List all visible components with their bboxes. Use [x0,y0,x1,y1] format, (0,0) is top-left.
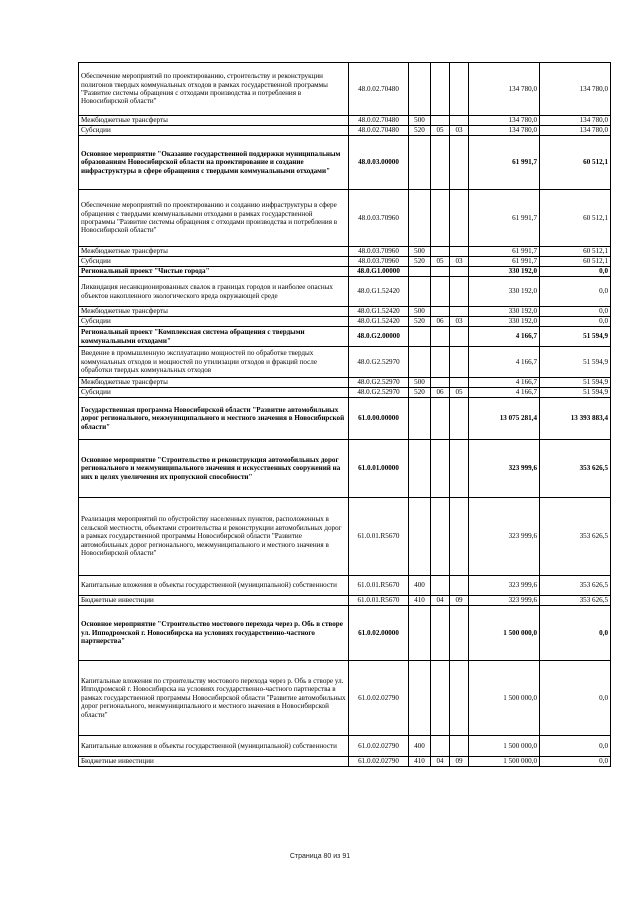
table-row [79,190,611,247]
subsection-cell [450,63,469,116]
row-name-cell: Межбюджетные трансферты [79,378,349,388]
amount-year1-cell: 1 500 000,0 [469,606,540,661]
target-code-cell: 61.0.01.00000 [349,440,409,498]
section-cell [431,440,450,498]
amount-year2-cell: 0,0 [540,317,611,327]
section-cell [431,498,450,576]
table-row [79,327,611,347]
amount-year1-cell: 323 999,6 [469,498,540,576]
row-name-cell: Введение в промышленную эксплуатацию мощностей по обработке твердых коммунальных отходов и мощностей по утилизации отходов и фракций после обработки твердых коммунальных отходов [79,347,349,378]
amount-year1-cell: 134 780,0 [469,63,540,116]
amount-year2-cell: 353 626,5 [540,576,611,596]
subsection-cell [450,247,469,257]
expense-type-cell: 410 [409,757,431,767]
section-cell [431,398,450,440]
amount-year2-cell: 60 512,1 [540,136,611,190]
row-name-cell: Бюджетные инвестиции [79,757,349,767]
amount-year1-cell: 134 780,0 [469,116,540,126]
expense-type-cell: 400 [409,736,431,757]
expense-type-cell [409,327,431,347]
amount-year1-cell: 4 166,7 [469,388,540,398]
section-cell [431,63,450,116]
table-row [79,136,611,190]
subsection-cell [450,661,469,736]
section-cell [431,247,450,257]
section-cell [431,116,450,126]
section-cell [431,576,450,596]
table-row [79,440,611,498]
section-cell: 04 [431,757,450,767]
table-row [79,257,611,267]
target-code-cell: 61.0.02.00000 [349,606,409,661]
row-name-cell: Капитальные вложения в объекты государственной (муниципальной) собственности [79,576,349,596]
target-code-cell: 48.0.G2.52970 [349,347,409,378]
target-code-cell: 61.0.02.02790 [349,757,409,767]
section-cell [431,307,450,317]
amount-year1-cell: 330 192,0 [469,277,540,307]
row-name-cell: Межбюджетные трансферты [79,307,349,317]
subsection-cell [450,267,469,277]
subsection-cell: 03 [450,257,469,267]
budget-table [78,62,611,767]
amount-year2-cell: 60 512,1 [540,190,611,247]
table-row [79,498,611,576]
amount-year1-cell: 13 075 281,4 [469,398,540,440]
target-code-cell: 48.0.G2.52970 [349,388,409,398]
section-cell [431,661,450,736]
table-row [79,596,611,606]
target-code-cell: 48.0.03.70960 [349,247,409,257]
row-name-cell: Региональный проект "Комплексная система обращения с твердыми коммунальными отходами" [79,327,349,347]
expense-type-cell [409,498,431,576]
table-row [79,63,611,116]
expense-type-cell: 500 [409,378,431,388]
expense-type-cell: 400 [409,576,431,596]
subsection-cell [450,606,469,661]
expense-type-cell: 520 [409,126,431,136]
amount-year1-cell: 323 999,6 [469,596,540,606]
amount-year1-cell: 323 999,6 [469,576,540,596]
expense-type-cell: 520 [409,317,431,327]
expense-type-cell: 520 [409,388,431,398]
table-row [79,378,611,388]
target-code-cell: 48.0.03.00000 [349,136,409,190]
subsection-cell [450,398,469,440]
target-code-cell: 48.0.02.70480 [349,126,409,136]
row-name-cell: Субсидии [79,126,349,136]
amount-year2-cell: 134 780,0 [540,126,611,136]
amount-year2-cell: 60 512,1 [540,257,611,267]
amount-year2-cell: 353 626,5 [540,440,611,498]
target-code-cell: 48.0.G2.00000 [349,327,409,347]
amount-year1-cell: 1 500 000,0 [469,736,540,757]
target-code-cell: 48.0.G1.00000 [349,267,409,277]
amount-year1-cell: 61 991,7 [469,257,540,267]
amount-year2-cell: 0,0 [540,277,611,307]
table-row [79,247,611,257]
section-cell [431,277,450,307]
target-code-cell: 48.0.G1.52420 [349,307,409,317]
expense-type-cell [409,63,431,116]
target-code-cell: 48.0.02.70480 [349,63,409,116]
row-name-cell: Межбюджетные трансферты [79,247,349,257]
amount-year2-cell: 51 594,9 [540,378,611,388]
amount-year2-cell: 51 594,9 [540,327,611,347]
table-row [79,606,611,661]
row-name-cell: Государственная программа Новосибирской области "Развитие автомобильных дорог регионального, межмуниципального и местного значения в Новосибирской области" [79,398,349,440]
table-row [79,116,611,126]
target-code-cell: 48.0.03.70960 [349,257,409,267]
target-code-cell: 61.0.02.02790 [349,736,409,757]
row-name-cell: Обеспечение мероприятий по проектированию и созданию инфраструктуры в сфере обращения с твердыми коммунальными отходами в рамках государственной программы "Развитие системы обращения с отходами производства и потребления в Новосибирской области" [79,190,349,247]
expense-type-cell [409,190,431,247]
subsection-cell [450,347,469,378]
target-code-cell: 48.0.G1.52420 [349,277,409,307]
amount-year2-cell: 0,0 [540,661,611,736]
subsection-cell [450,116,469,126]
amount-year1-cell: 330 192,0 [469,307,540,317]
amount-year1-cell: 1 500 000,0 [469,661,540,736]
row-name-cell: Субсидии [79,257,349,267]
amount-year1-cell: 4 166,7 [469,378,540,388]
amount-year2-cell: 0,0 [540,757,611,767]
table-body [79,63,611,767]
subsection-cell [450,277,469,307]
table-row [79,661,611,736]
amount-year2-cell: 13 393 883,4 [540,398,611,440]
section-cell [431,327,450,347]
amount-year2-cell: 0,0 [540,267,611,277]
expense-type-cell [409,398,431,440]
subsection-cell [450,190,469,247]
section-cell [431,267,450,277]
expense-type-cell [409,267,431,277]
table-row [79,307,611,317]
section-cell [431,136,450,190]
row-name-cell: Основное мероприятие "Строительство и реконструкция автомобильных дорог регионального и межмуниципального значения и искусственных сооружений на них в целях увеличения их пропускной способности" [79,440,349,498]
target-code-cell: 61.0.01.R5670 [349,576,409,596]
section-cell [431,606,450,661]
row-name-cell: Региональный проект "Чистые города" [79,267,349,277]
target-code-cell: 48.0.02.70480 [349,116,409,126]
table-row [79,388,611,398]
row-name-cell: Основное мероприятие "Оказание государственной поддержки муниципальным образованиям Новосибирской области на проектирование и создание инфраструктуры в сфере обращения с твердыми коммунальными отходами" [79,136,349,190]
target-code-cell: 61.0.00.00000 [349,398,409,440]
amount-year2-cell: 60 512,1 [540,247,611,257]
row-name-cell: Обеспечение мероприятий по проектированию, строительству и реконструкции полигонов твердых коммунальных отходов в рамках государственной программы "Развитие системы обращения с отходами производства и потребления в Новосибирской области" [79,63,349,116]
row-name-cell: Реализация мероприятий по обустройству населенных пунктов, расположенных в сельской местности, объектами строительства и реконструкции автомобильных дорог в рамках государственной программы Новосибирской области "Развитие автомобильных дорог регионального, межмуниципального и местного значения в Новосибирской области" [79,498,349,576]
subsection-cell [450,498,469,576]
row-name-cell: Основное мероприятие "Строительство мостового перехода через р. Обь в створе ул. Ипподромской г. Новосибирска на условиях государственно-частного партнерства" [79,606,349,661]
section-cell: 04 [431,596,450,606]
amount-year1-cell: 323 999,6 [469,440,540,498]
table-row [79,398,611,440]
amount-year1-cell: 4 166,7 [469,327,540,347]
subsection-cell [450,736,469,757]
expense-type-cell: 520 [409,257,431,267]
target-code-cell: 61.0.02.02790 [349,661,409,736]
table-row [79,126,611,136]
row-name-cell: Субсидии [79,388,349,398]
row-name-cell: Ликвидация несанкционированных свалок в границах городов и наиболее опасных объектов накопленного экологического вреда окружающей среде [79,277,349,307]
expense-type-cell: 500 [409,116,431,126]
section-cell: 06 [431,317,450,327]
section-cell: 05 [431,126,450,136]
table-row [79,757,611,767]
target-code-cell: 48.0.G1.52420 [349,317,409,327]
amount-year1-cell: 330 192,0 [469,317,540,327]
page-number: Страница 80 из 91 [289,853,351,860]
table-row [79,347,611,378]
target-code-cell: 48.0.G2.52970 [349,378,409,388]
target-code-cell: 61.0.01.R5670 [349,596,409,606]
amount-year2-cell: 134 780,0 [540,63,611,116]
expense-type-cell [409,440,431,498]
expense-type-cell: 410 [409,596,431,606]
section-cell: 05 [431,257,450,267]
expense-type-cell: 500 [409,307,431,317]
amount-year2-cell: 0,0 [540,307,611,317]
subsection-cell [450,307,469,317]
section-cell [431,347,450,378]
amount-year1-cell: 61 991,7 [469,190,540,247]
amount-year1-cell: 1 500 000,0 [469,757,540,767]
section-cell: 06 [431,388,450,398]
subsection-cell: 05 [450,388,469,398]
subsection-cell: 03 [450,317,469,327]
amount-year2-cell: 51 594,9 [540,347,611,378]
section-cell [431,190,450,247]
amount-year2-cell: 353 626,5 [540,596,611,606]
subsection-cell: 09 [450,596,469,606]
subsection-cell [450,327,469,347]
expense-type-cell [409,661,431,736]
amount-year1-cell: 61 991,7 [469,136,540,190]
row-name-cell: Капитальные вложения по строительству мостового перехода через р. Обь в створе ул. Ипподромской г. Новосибирска на условиях государственно-частного партнерства в рамках государственной программы Новосибирской области "Развитие автомобильных дорог регионального, межмуниципального и местного значения в Новосибирской области" [79,661,349,736]
expense-type-cell [409,136,431,190]
row-name-cell: Бюджетные инвестиции [79,596,349,606]
subsection-cell [450,378,469,388]
subsection-cell [450,136,469,190]
amount-year1-cell: 134 780,0 [469,126,540,136]
row-name-cell: Капитальные вложения в объекты государственной (муниципальной) собственности [79,736,349,757]
target-code-cell: 61.0.01.R5670 [349,498,409,576]
amount-year2-cell: 134 780,0 [540,116,611,126]
table-row [79,576,611,596]
amount-year2-cell: 0,0 [540,606,611,661]
amount-year1-cell: 4 166,7 [469,347,540,378]
amount-year2-cell: 51 594,9 [540,388,611,398]
subsection-cell [450,440,469,498]
table-row [79,267,611,277]
expense-type-cell [409,347,431,378]
amount-year1-cell: 61 991,7 [469,247,540,257]
section-cell [431,378,450,388]
expense-type-cell [409,277,431,307]
subsection-cell [450,576,469,596]
table-row [79,277,611,307]
amount-year2-cell: 353 626,5 [540,498,611,576]
section-cell [431,736,450,757]
row-name-cell: Межбюджетные трансферты [79,116,349,126]
amount-year2-cell: 0,0 [540,736,611,757]
target-code-cell: 48.0.03.70960 [349,190,409,247]
subsection-cell: 03 [450,126,469,136]
row-name-cell: Субсидии [79,317,349,327]
amount-year1-cell: 330 192,0 [469,267,540,277]
table-row [79,317,611,327]
expense-type-cell [409,606,431,661]
expense-type-cell: 500 [409,247,431,257]
table-row [79,736,611,757]
subsection-cell: 09 [450,757,469,767]
